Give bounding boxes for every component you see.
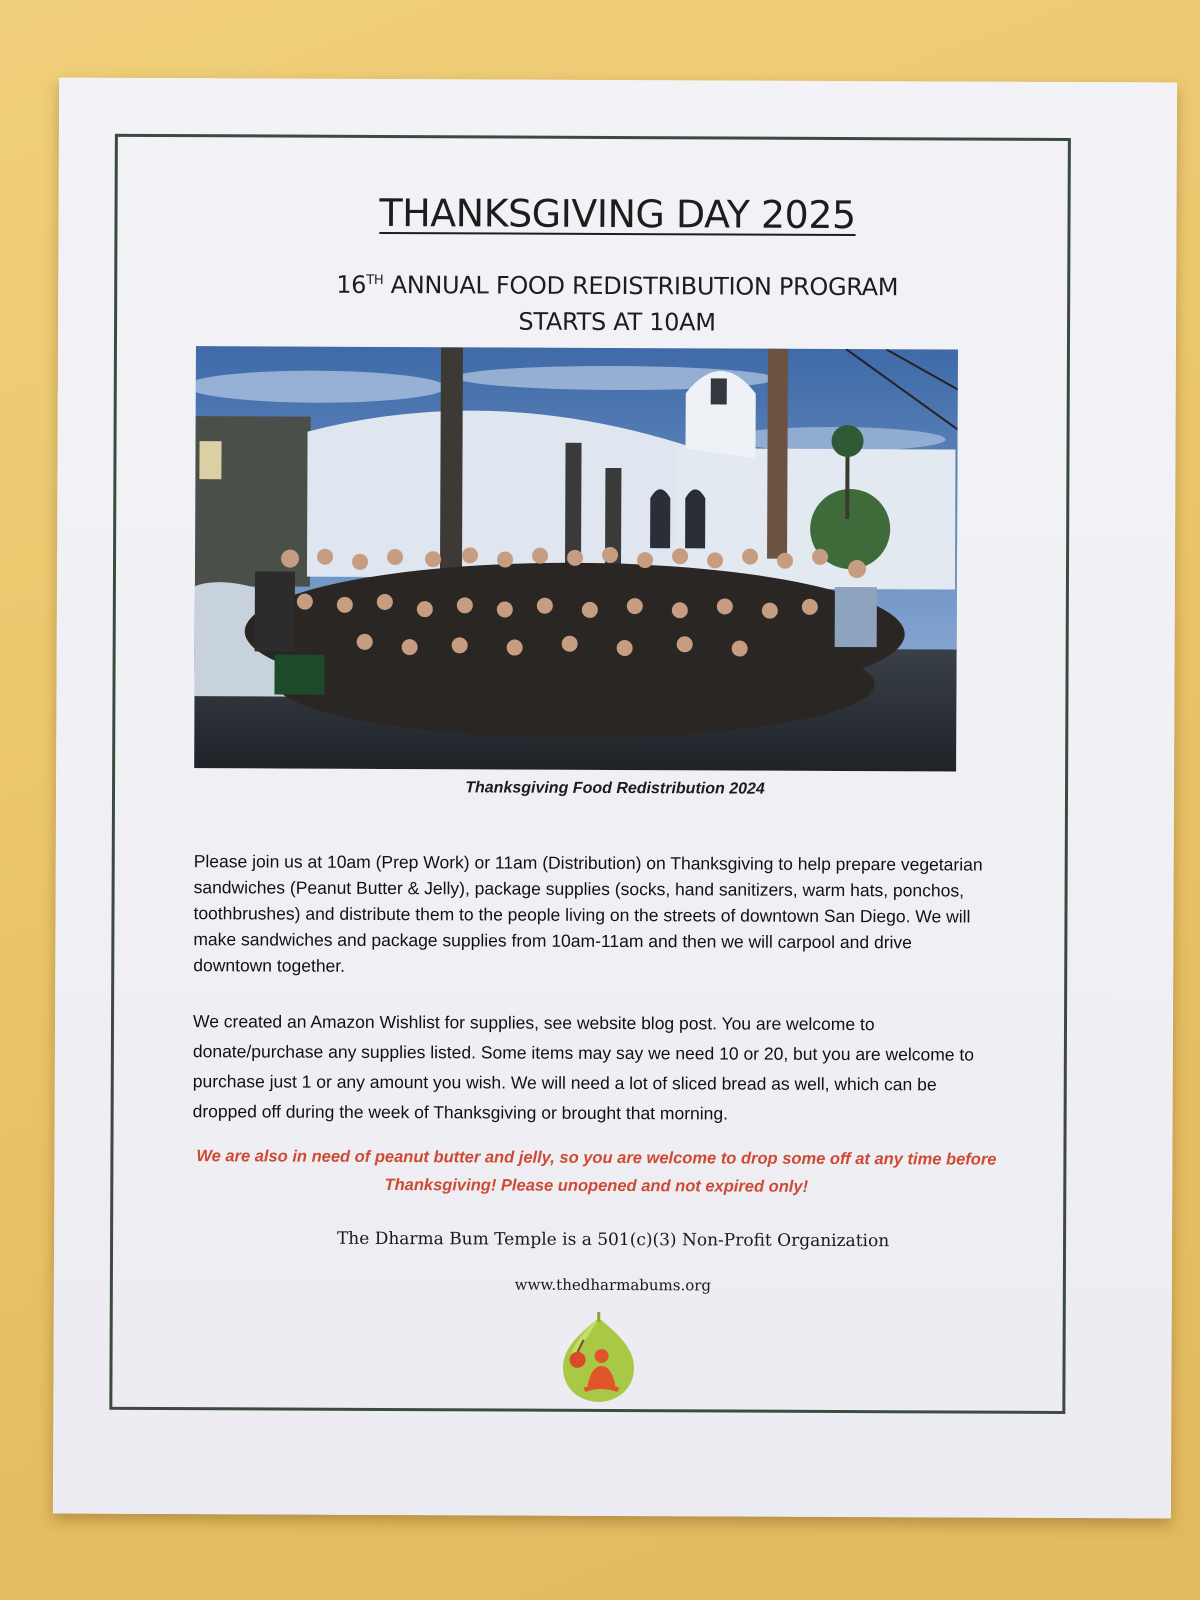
organization-statement: The Dharma Bum Temple is a 501(c)(3) Non-Profit Organization [336,1228,890,1252]
donation-note: We are also in need of peanut butter and jelly, so you are welcome to drop some off at any time before Thanksgiving! Please unopened and not expired only! [196,1147,997,1196]
program-name: 16TH ANNUAL FOOD REDISTRIBUTION PROGRAM [336,270,899,302]
photo-caption: Thanksgiving Food Redistribution 2024 [465,779,765,798]
volunteer-info-paragraph: Please join us at 10am (Prep Work) or 11am (Distribution) on Thanksgiving to help prepare vegetarian sandwiches (Peanut Butter & Jelly), package supplies (socks, hand sanitizers, warm hats, ponchos, toothbrushes) and distribute them to the people living on the streets of downtown San Diego. We will make sandwiches and package supplies from 10am-11am and then we will carpool and drive downtown together. [193,851,983,976]
wishlist-paragraph: We created an Amazon Wishlist for supplies, see website blog post. You are welcome to donate/purchase any supplies listed. Some items may say we need 10 or 20, but you are welcome to purchase just 1 or any amount you wish. We will need a lot of sliced bread as well, which can be dropped off during the week of Thanksgiving or brought that morning. [192,1011,975,1124]
flyer-sheet [53,78,1177,1519]
website-url: www.thedharmabums.org [514,1275,712,1295]
group-photo [194,346,958,771]
bodhi-leaf-monk-icon [557,1312,639,1404]
flyer-title: THANKSGIVING DAY 2025 [379,190,856,238]
start-time: STARTS AT 10AM [518,307,716,337]
flyer-subtitle [58,262,1176,343]
